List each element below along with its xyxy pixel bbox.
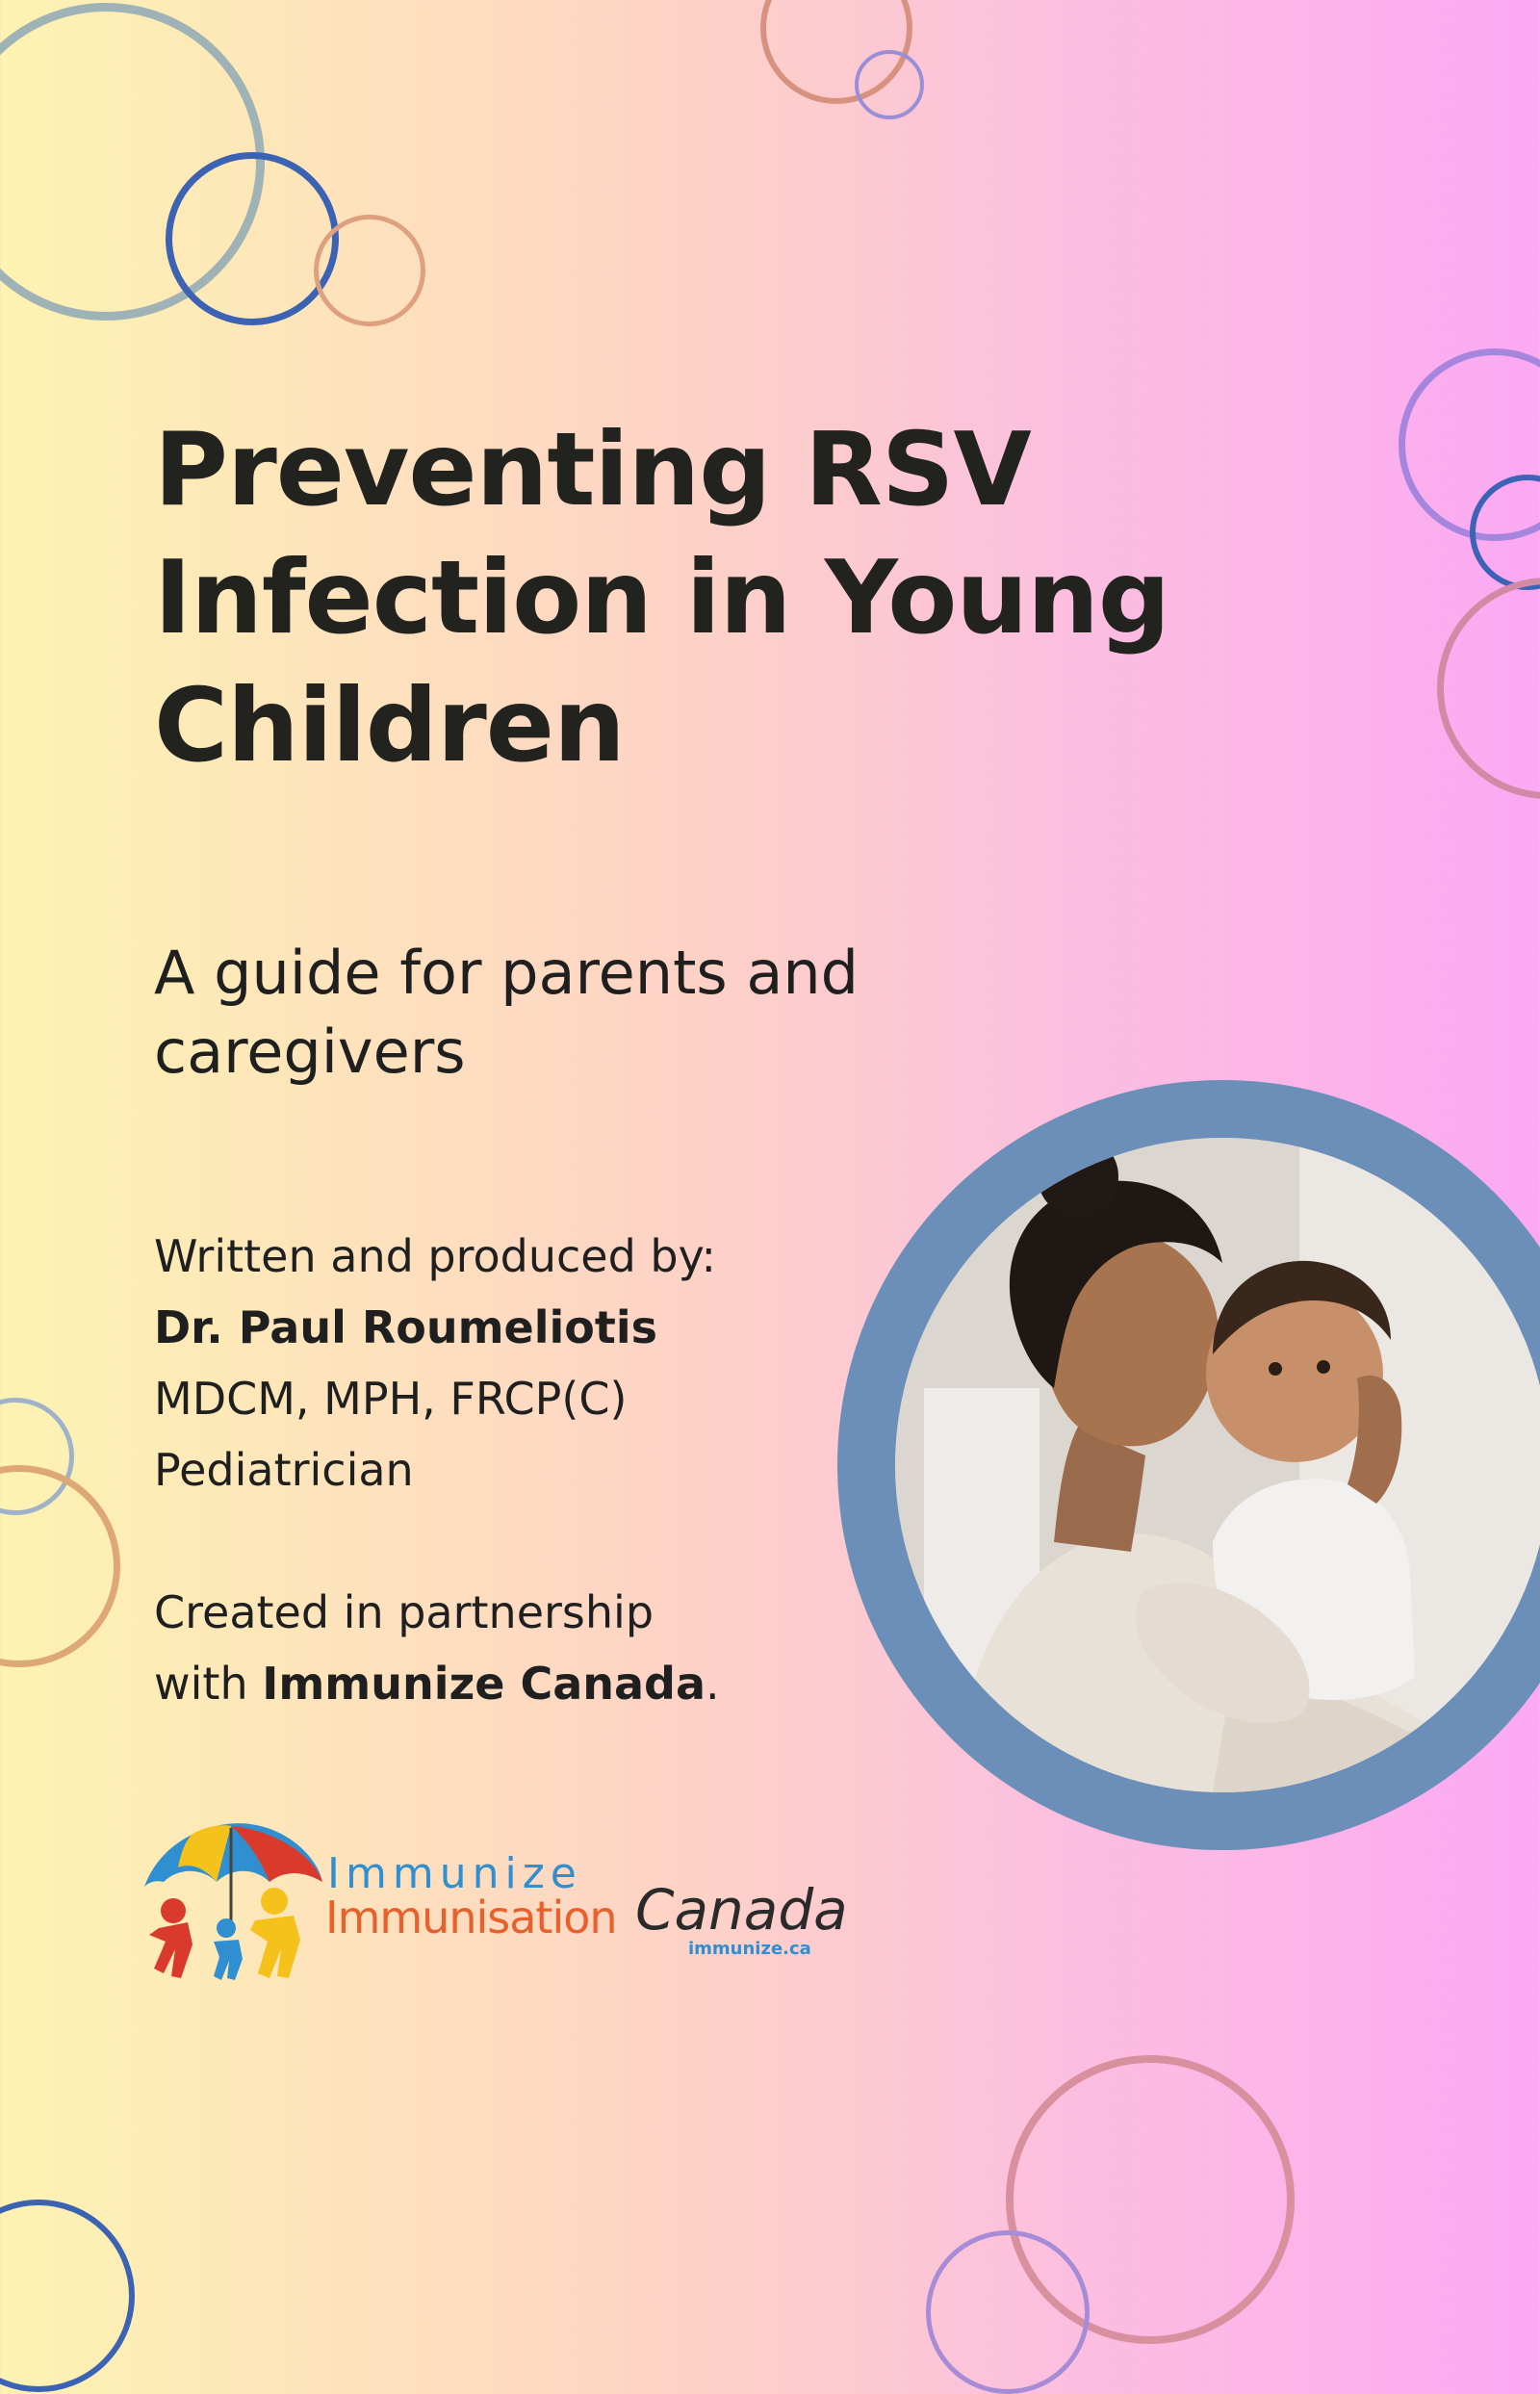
logo-url: immunize.ca — [688, 1939, 811, 1959]
decorative-ring — [1437, 578, 1540, 799]
partner-name: Immunize Canada — [262, 1658, 706, 1710]
author-credentials: MDCM, MPH, FRCP(C) — [154, 1373, 628, 1425]
partnership-with: with — [154, 1658, 263, 1710]
logo-word-immunize: Immunize — [327, 1849, 582, 1898]
logo-word-canada: Canada — [635, 1877, 848, 1943]
decorative-ring — [0, 1465, 120, 1667]
umbrella-family-icon — [135, 1815, 327, 1997]
title-line: Children — [154, 667, 625, 785]
page-title — [154, 406, 1309, 790]
decorative-ring — [926, 2230, 1090, 2394]
written-by-label: Written and produced by: — [154, 1230, 717, 1282]
photo-illustration — [895, 1138, 1540, 1792]
subtitle-line: A guide for parents and — [154, 938, 860, 1008]
mother-and-baby-photo — [895, 1138, 1540, 1792]
title-line: Preventing RSV — [154, 411, 1031, 528]
subtitle — [154, 934, 1116, 1092]
subtitle-line: caregivers — [154, 1017, 466, 1087]
partnership-line: Created in partnership — [154, 1586, 654, 1638]
decorative-ring — [0, 2200, 135, 2392]
title-line: Infection in Young — [154, 539, 1170, 656]
immunize-canada-logo — [135, 1815, 866, 1997]
logo-word-immunisation: Immunisation — [325, 1892, 617, 1944]
author-role: Pediatrician — [154, 1444, 414, 1496]
decorative-ring — [314, 215, 425, 326]
author-name: Dr. Paul Roumeliotis — [154, 1301, 658, 1353]
decorative-ring — [855, 50, 924, 119]
partnership-period: . — [706, 1658, 720, 1710]
decorative-ring — [166, 152, 339, 325]
credits-block — [154, 1221, 886, 1719]
partnership-line-2 — [154, 1648, 886, 1719]
